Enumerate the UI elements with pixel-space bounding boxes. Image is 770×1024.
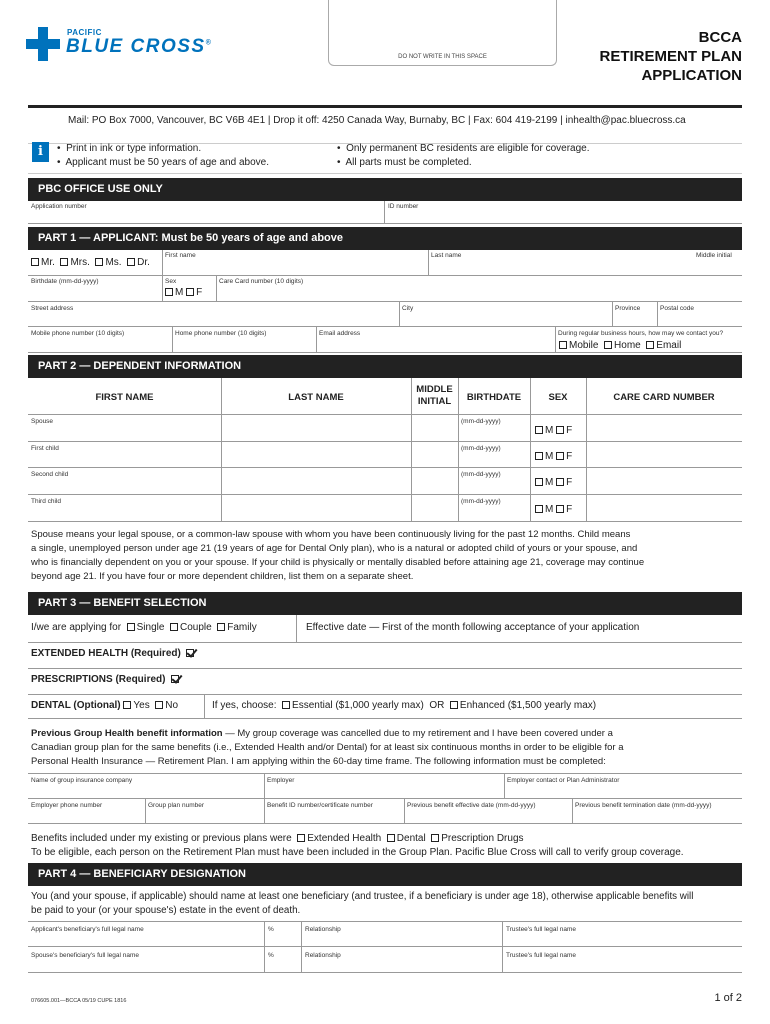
email-label: Email address	[319, 330, 361, 337]
form-code: 076605.001—BCCA 05/19 CUPE 1816	[31, 998, 127, 1004]
application-number-label: Application number	[31, 203, 87, 210]
beneficiary-text: You (and your spouse, if applicable) should name at least one beneficiary (and trustee, if a beneficiary is under age 18), otherwise applicable benefits will be paid to your (or your spouse's) estate in the event of death.	[31, 891, 694, 916]
dental-level-options[interactable]: If yes, choose: Essential ($1,000 yearly max) OR Enhanced ($1,500 yearly max)	[212, 700, 597, 711]
brand-name: BLUE CROSS®	[66, 36, 213, 57]
first-name-label: First name	[165, 252, 196, 259]
col-sex: SEX	[548, 392, 568, 403]
col-middle-initial: MIDDLE INITIAL	[416, 384, 453, 407]
office-use-heading: PBC OFFICE USE ONLY	[28, 178, 742, 201]
part2-heading: PART 2 — DEPENDENT INFORMATION	[28, 355, 742, 378]
blue-cross-icon	[26, 27, 60, 61]
prev-effective-label: Previous benefit effective date (mm-dd-yyyy)	[407, 802, 536, 809]
col-last-name: LAST NAME	[288, 392, 344, 403]
last-name-label: Last name	[431, 252, 462, 259]
previous-group-info: Previous Group Health benefit information — My group coverage was cancelled due to my retirement and I have been covered under a Canadian group plan for the same benefits (i.e., Extended Health and/or Dental) for at least six continuous months in order to be eligible for a Personal Health Insurance — Retirement Plan. I am applying within the 60-day time frame. The following information must be completed:	[31, 728, 624, 767]
pacific-blue-cross-logo	[26, 25, 266, 65]
part4-heading: PART 4 — BENEFICIARY DESIGNATION	[28, 863, 742, 886]
plan-type-options[interactable]: I/we are applying for Single Couple Family	[31, 622, 257, 633]
col-care-card: CARE CARD NUMBER	[613, 392, 715, 403]
header-divider	[28, 105, 742, 108]
part1-heading: PART 1 — APPLICANT: Must be 50 years of age and above	[28, 227, 742, 250]
home-label: Home phone number (10 digits)	[175, 330, 267, 337]
spouse-relationship-label: Relationship	[305, 952, 341, 959]
spouse-trustee-label: Trustee's full legal name	[506, 952, 577, 959]
spouse-definition: Spouse means your legal spouse, or a common-law spouse with whom you have been continuously living for the past 12 months. Child means a single, unemployed person under age 21 (19 years of age for Dental Only plan), who is a natural or adopted child of yours or your spouse, and who is financially dependent on you or your spouse. If your child is physically or mentally disabled before attaining age 21, coverage may continue beyond age 21. If you have four or more dependent children, list them on a separate sheet.	[31, 529, 645, 582]
do-not-write-box: DO NOT WRITE IN THIS SPACE	[328, 0, 557, 66]
employer-contact-label: Employer contact or Plan Administrator	[507, 777, 620, 784]
col-birthdate: BIRTHDATE	[466, 392, 522, 403]
group-plan-label: Group plan number	[148, 802, 205, 809]
col-first-name: FIRST NAME	[95, 392, 154, 403]
id-number-label: ID number	[388, 203, 419, 210]
applicant-trustee-label: Trustee's full legal name	[506, 926, 577, 933]
sex-options[interactable]: M F	[165, 287, 202, 298]
benefit-id-label: Benefit ID number/certificate number	[267, 802, 373, 809]
street-label: Street address	[31, 305, 74, 312]
province-label: Province	[615, 305, 641, 312]
sex-label: Sex	[165, 278, 177, 285]
prescriptions-required: PRESCRIPTIONS (Required)	[31, 674, 181, 685]
info-left: • Print in ink or type information. • Applicant must be 50 years of age and above.	[57, 143, 269, 168]
spouse-percent-label: %	[268, 952, 274, 959]
mobile-label: Mobile phone number (10 digits)	[31, 330, 125, 337]
group-company-label: Name of group insurance company	[31, 777, 133, 784]
page-number: 1 of 2	[714, 992, 742, 1004]
contact-question: During regular business hours, how may we contact you?	[558, 330, 724, 337]
city-label: City	[402, 305, 414, 312]
prev-termination-label: Previous benefit termination date (mm-dd-yyyy)	[575, 802, 712, 809]
info-right: • Only permanent BC residents are eligible for coverage. • All parts must be completed.	[337, 143, 590, 168]
effective-date-text: Effective date — First of the month following acceptance of your application	[306, 622, 640, 633]
info-icon: i	[32, 142, 49, 162]
care-card-label: Care Card number (10 digits)	[219, 278, 304, 285]
applicant-beneficiary-label: Applicant's beneficiary's full legal name	[31, 926, 144, 933]
contact-line: Mail: PO Box 7000, Vancouver, BC V6B 4E1 | Drop it off: 4250 Canada Way, Burnaby, BC | Fax: 604 419-2199 | inhealth@pac.bluecross.ca	[68, 115, 686, 126]
middle-initial-label: Middle initial	[696, 252, 732, 259]
applicant-percent-label: %	[268, 926, 274, 933]
extended-health-required: EXTENDED HEALTH (Required)	[31, 648, 196, 659]
part3-heading: PART 3 — BENEFIT SELECTION	[28, 592, 742, 615]
contact-options[interactable]: Mobile Home Email	[559, 340, 681, 351]
applicant-relationship-label: Relationship	[305, 926, 341, 933]
dental-options[interactable]: DENTAL (Optional) Yes No	[31, 700, 179, 711]
employer-label: Employer	[267, 777, 295, 784]
birthdate-label: Birthdate (mm-dd-yyyy)	[31, 278, 99, 285]
employer-phone-label: Employer phone number	[31, 802, 103, 809]
page-title: BCCA RETIREMENT PLAN APPLICATION	[599, 29, 742, 84]
eligibility-note: To be eligible, each person on the Retirement Plan must have been included in the Group Plan. Pacific Blue Cross will call to verify group coverage.	[31, 847, 684, 858]
spouse-beneficiary-label: Spouse's beneficiary's full legal name	[31, 952, 139, 959]
postal-label: Postal code	[660, 305, 694, 312]
brand-small: PACIFIC	[67, 28, 102, 37]
title-options[interactable]: Mr. Mrs. Ms. Dr.	[31, 257, 150, 268]
benefits-included-options[interactable]: Benefits included under my existing or previous plans were Extended Health Dental Prescription Drugs	[31, 833, 524, 844]
